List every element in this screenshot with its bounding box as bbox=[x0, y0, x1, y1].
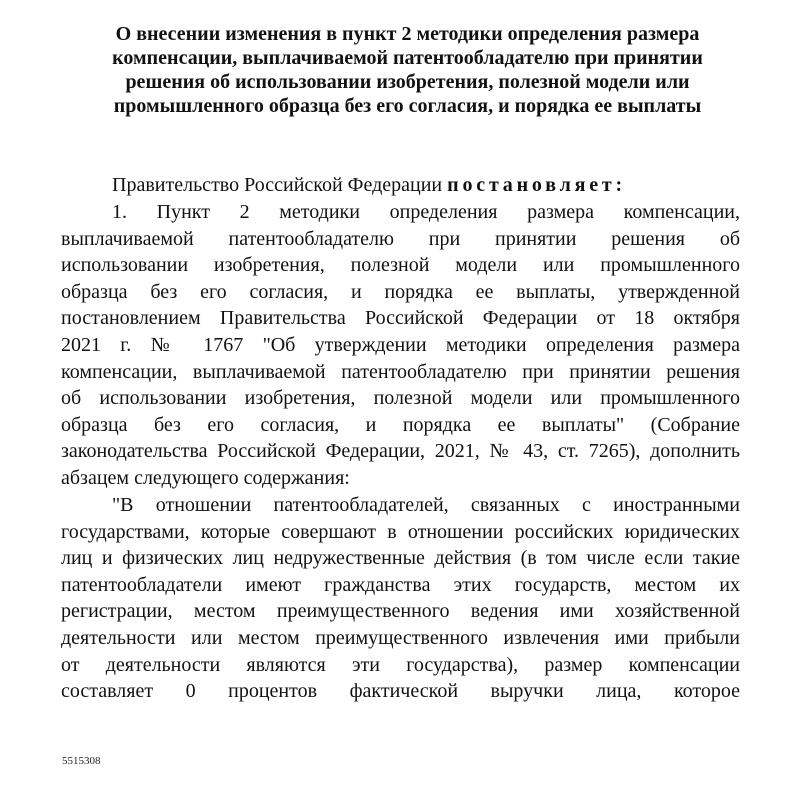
text-line: выплачиваемой патентообладателю при принятии решения об bbox=[61, 227, 740, 250]
text-line: "В отношении патентообладателей, связанных с иностранными bbox=[112, 494, 740, 516]
text-line: 1. Пункт 2 методики определения размера компенсации, bbox=[112, 201, 740, 223]
text-line: компенсации, выплачиваемой патентообладателю при принятии решения bbox=[61, 360, 740, 383]
title-line: промышленного образца без его согласия, и порядка ее выплаты bbox=[113, 95, 702, 117]
text-line: образца без его согласия, и порядка ее выплаты, утвержденной bbox=[61, 280, 740, 303]
title-line: О внесении изменения в пункт 2 методики определения размера bbox=[115, 23, 700, 45]
text-line: регистрации, местом преимущественного ведения ими хозяйственной bbox=[61, 600, 740, 623]
text-line: об использовании изобретения, полезной модели или промышленного bbox=[61, 387, 740, 410]
text-line: 2021 г. № 1767 "Об утверждении методики определения размера bbox=[61, 333, 740, 356]
text-line: лиц и физических лиц недружественные действия (в том числе если такие bbox=[61, 547, 740, 570]
government-lead-text: Правительство Российской Федерации bbox=[112, 174, 448, 196]
decree-word: постановляет: bbox=[447, 174, 626, 196]
paragraph-quoted-addition bbox=[61, 492, 740, 705]
text-line: государствами, которые совершают в отношении российских юридических bbox=[61, 520, 740, 543]
document-title bbox=[60, 22, 755, 118]
document-code: 5515308 bbox=[62, 755, 101, 767]
decree-intro bbox=[112, 172, 626, 198]
title-line: компенсации, выплачиваемой патентообладателю при принятии bbox=[112, 47, 703, 69]
title-line: решения об использовании изобретения, полезной модели или bbox=[125, 71, 690, 93]
text-line: использовании изобретения, полезной модели или промышленного bbox=[61, 254, 740, 277]
paragraph-amendment bbox=[61, 199, 740, 492]
text-line: составляет 0 процентов фактической выручки лица, которое bbox=[61, 680, 740, 703]
text-line: патентообладатели имеют гражданства этих государств, местом их bbox=[61, 573, 740, 596]
text-line: постановлением Правительства Российской Федерации от 18 октября bbox=[61, 307, 740, 330]
text-line: деятельности или местом преимущественного извлечения ими прибыли bbox=[61, 626, 740, 649]
text-line: абзацем следующего содержания: bbox=[61, 466, 350, 489]
text-line: образца без его согласия, и порядка ее выплаты" (Собрание bbox=[61, 413, 740, 436]
text-line: от деятельности являются эти государства), размер компенсации bbox=[61, 653, 740, 676]
text-line: законодательства Российской Федерации, 2021, № 43, ст. 7265), дополнить bbox=[61, 440, 740, 463]
